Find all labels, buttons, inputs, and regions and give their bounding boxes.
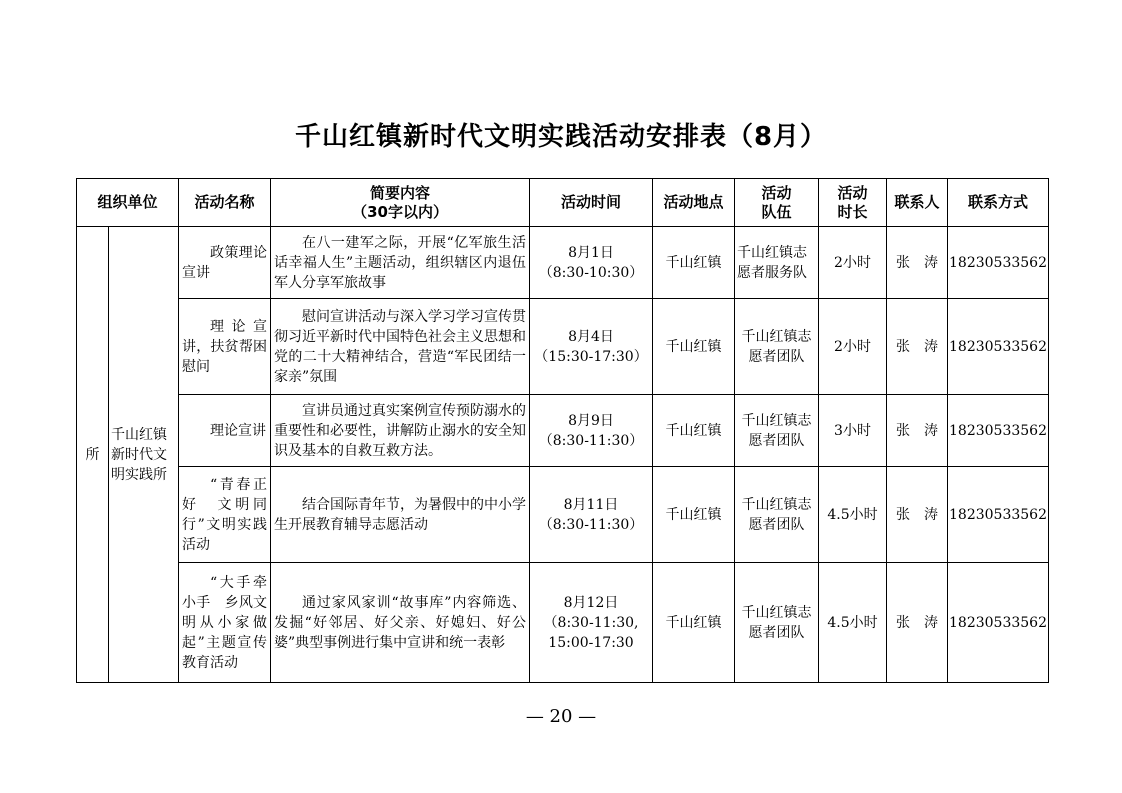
table-row bbox=[77, 227, 1049, 299]
activity-place-cell: 千山红镇 bbox=[653, 299, 735, 395]
activity-content-cell: 在八一建军之际，开展“亿军旅生活话幸福人生”主题活动，组织辖区内退伍军人分享军旅故事 bbox=[271, 227, 530, 299]
contact-phone-cell: 18230533562 bbox=[948, 467, 1049, 563]
contact-phone-cell: 18230533562 bbox=[948, 395, 1049, 467]
header-content-line1: 简要内容 bbox=[370, 183, 431, 202]
activity-hours-extra: 15:00-17:30 bbox=[548, 634, 634, 651]
activity-date: 8月9日 bbox=[568, 412, 614, 429]
contact-person-cell: 张 涛 bbox=[887, 395, 948, 467]
activity-time-cell bbox=[530, 395, 653, 467]
activity-hours: （8:30-11:30, bbox=[543, 614, 639, 631]
table-row bbox=[77, 467, 1049, 563]
header-duration-line2: 时长 bbox=[837, 202, 868, 221]
activity-team-cell: 千山红镇志愿者团队 bbox=[735, 395, 819, 467]
header-team-line2: 队伍 bbox=[761, 202, 792, 221]
table-row bbox=[77, 563, 1049, 683]
activity-place-cell: 千山红镇 bbox=[653, 227, 735, 299]
activity-hours: （8:30-10:30） bbox=[538, 264, 644, 281]
activity-date: 8月12日 bbox=[563, 594, 619, 611]
header-activity-name: 活动名称 bbox=[179, 179, 271, 227]
contact-phone-cell: 18230533562 bbox=[948, 563, 1049, 683]
activity-schedule-table bbox=[76, 178, 1049, 683]
activity-date: 8月1日 bbox=[568, 244, 614, 261]
activity-place-cell: 千山红镇 bbox=[653, 395, 735, 467]
activity-duration-cell: 4.5小时 bbox=[819, 563, 887, 683]
contact-person-cell: 张 涛 bbox=[887, 299, 948, 395]
header-team bbox=[735, 179, 819, 227]
header-time: 活动时间 bbox=[530, 179, 653, 227]
header-content-line2: （30字以内） bbox=[352, 202, 448, 221]
contact-person-cell: 张 涛 bbox=[887, 227, 948, 299]
activity-team-cell: 千山红镇志愿者团队 bbox=[735, 299, 819, 395]
header-contact: 联系人 bbox=[887, 179, 948, 227]
activity-duration-cell: 2小时 bbox=[819, 227, 887, 299]
header-phone: 联系方式 bbox=[948, 179, 1049, 227]
activity-place-cell: 千山红镇 bbox=[653, 467, 735, 563]
activity-team-cell: 千山红镇志愿者团队 bbox=[735, 467, 819, 563]
activity-duration-cell: 4.5小时 bbox=[819, 467, 887, 563]
activity-date: 8月11日 bbox=[563, 496, 619, 513]
activity-hours: （15:30-17:30） bbox=[534, 348, 648, 365]
activity-name-cell: 理论宣讲 bbox=[179, 395, 271, 467]
activity-time-cell bbox=[530, 563, 653, 683]
table-row bbox=[77, 395, 1049, 467]
table-row bbox=[77, 299, 1049, 395]
org-unit-cell: 千山红镇新时代文明实践所 bbox=[109, 227, 179, 683]
activity-name-cell: 理论宣讲，扶贫帮困慰问 bbox=[179, 299, 271, 395]
activity-duration-cell: 3小时 bbox=[819, 395, 887, 467]
activity-content-cell: 通过家风家训“故事库”内容筛选、发掘“好邻居、好父亲、好媳妇、好公婆”典型事例进行集中宣讲和统一表彰 bbox=[271, 563, 530, 683]
document-title: 千山红镇新时代文明实践活动安排表（8月） bbox=[294, 122, 828, 152]
activity-team-cell: 千山红镇志愿者服务队 bbox=[735, 227, 819, 299]
activity-hours: （8:30-11:30） bbox=[538, 432, 644, 449]
activity-content-cell: 慰问宣讲活动与深入学习学习宣传贯彻习近平新时代中国特色社会主义思想和党的二十大精神结合，营造“军民团结一家亲”氛围 bbox=[271, 299, 530, 395]
activity-team-cell: 千山红镇志愿者团队 bbox=[735, 563, 819, 683]
contact-person-cell: 张 涛 bbox=[887, 467, 948, 563]
header-duration-line1: 活动 bbox=[837, 183, 868, 202]
activity-name-cell: “青春正好 文明同行”文明实践活动 bbox=[179, 467, 271, 563]
header-row bbox=[77, 179, 1049, 227]
header-team-line1: 活动 bbox=[761, 183, 792, 202]
activity-hours: （8:30-11:30） bbox=[538, 516, 644, 533]
contact-phone-cell: 18230533562 bbox=[948, 299, 1049, 395]
page-number: — 20 — bbox=[525, 706, 597, 727]
activity-name-cell: “大手牵小手 乡风文明从小家做起”主题宣传教育活动 bbox=[179, 563, 271, 683]
activity-date: 8月4日 bbox=[568, 328, 614, 345]
contact-phone-cell: 18230533562 bbox=[948, 227, 1049, 299]
header-content bbox=[271, 179, 530, 227]
header-org: 组织单位 bbox=[77, 179, 179, 227]
activity-place-cell: 千山红镇 bbox=[653, 563, 735, 683]
org-level-cell: 所 bbox=[77, 227, 109, 683]
activity-time-cell bbox=[530, 227, 653, 299]
activity-name-cell: 政策理论宣讲 bbox=[179, 227, 271, 299]
activity-time-cell bbox=[530, 467, 653, 563]
contact-person-cell: 张 涛 bbox=[887, 563, 948, 683]
activity-duration-cell: 2小时 bbox=[819, 299, 887, 395]
header-duration bbox=[819, 179, 887, 227]
activity-content-cell: 结合国际青年节，为暑假中的中小学生开展教育辅导志愿活动 bbox=[271, 467, 530, 563]
header-place: 活动地点 bbox=[653, 179, 735, 227]
activity-time-cell bbox=[530, 299, 653, 395]
activity-content-cell: 宣讲员通过真实案例宣传预防溺水的重要性和必要性，讲解防止溺水的安全知识及基本的自救互救方法。 bbox=[271, 395, 530, 467]
